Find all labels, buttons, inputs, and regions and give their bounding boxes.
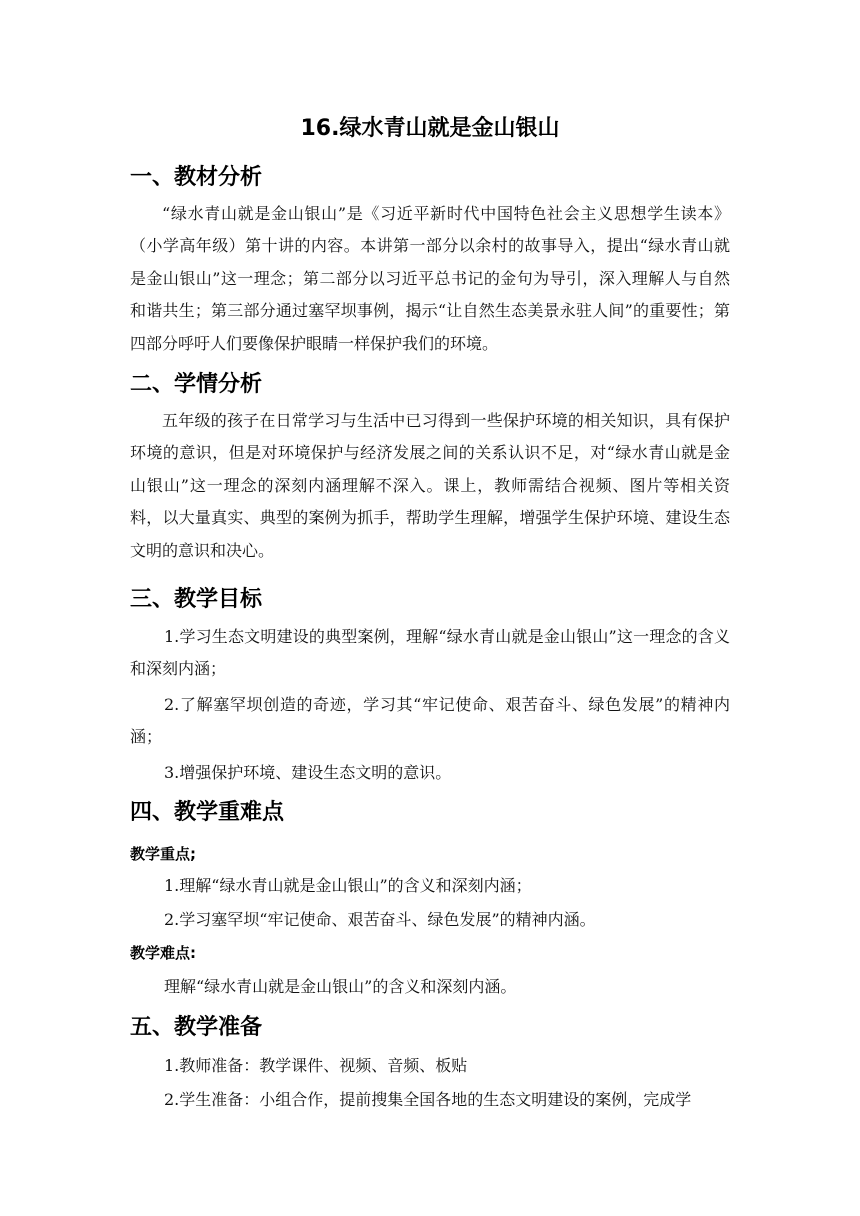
section-heading-teaching-preparation: 五、教学准备 — [130, 1015, 263, 1040]
difficult-points-label: 教学难点: — [130, 944, 196, 962]
section-heading-key-difficult-points: 四、教学重难点 — [130, 800, 285, 825]
document-title: 16.绿水青山就是金山银山 — [300, 116, 560, 141]
section-heading-teaching-goals: 三、教学目标 — [130, 587, 263, 612]
section-text-textbook-analysis: “绿水青山就是金山银山”是《习近平新时代中国特色社会主义思想学生读本》（小学高年级）第十讲的内容。本讲第一部分以余村的故事导入，提出“绿水青山就是金山银山”这一理念；第二部分以习近平总书记的金句为导引，深入理解人与自然和谐共生；第三部分通过塞罕坝事例，揭示“让自然生态美景永驻人间”的重要性；第四部分呼吁人们要像保护眼睛一样保护我们的环境。 — [130, 204, 730, 353]
section-heading-student-analysis: 二、学情分析 — [130, 372, 263, 397]
key-points-label: 教学重点; — [130, 845, 196, 863]
section-text-student-analysis: 五年级的孩子在日常学习与生活中已习得到一些保护环境的相关知识，具有保护环境的意识，但是对环境保护与经济发展之间的关系认识不足，对“绿水青山就是金山银山”这一理念的深刻内涵理解不深入。课上，教师需结合视频、图片等相关资料，以大量真实、典型的案例为抓手，帮助学生理解，增强学生保护环境、建设生态文明的意识和决心。 — [130, 411, 730, 560]
section-heading-textbook-analysis: 一、教材分析 — [130, 165, 263, 190]
goal-item-3: 3.增强保护环境、建设生态文明的意识。 — [164, 763, 452, 782]
difficult-point-text: 理解“绿水青山就是金山银山”的含义和深刻内涵。 — [164, 977, 517, 996]
key-point-item-1: 1.理解“绿水青山就是金山银山”的含义和深刻内涵； — [164, 876, 532, 895]
preparation-item-2: 2.学生准备：小组合作，提前搜集全国各地的生态文明建设的案例，完成学 — [164, 1090, 692, 1109]
key-point-item-2: 2.学习塞罕坝“牢记使命、艰苦奋斗、绿色发展”的精神内涵。 — [164, 910, 596, 929]
goal-item-2: 2.了解塞罕坝创造的奇迹，学习其“牢记使命、艰苦奋斗、绿色发展”的精神内涵； — [130, 695, 730, 747]
preparation-item-1: 1.教师准备：教学课件、视频、音频、板贴 — [164, 1056, 468, 1075]
goal-item-1: 1.学习生态文明建设的典型案例，理解“绿水青山就是金山银山”这一理念的含义和深刻内涵； — [130, 627, 730, 679]
